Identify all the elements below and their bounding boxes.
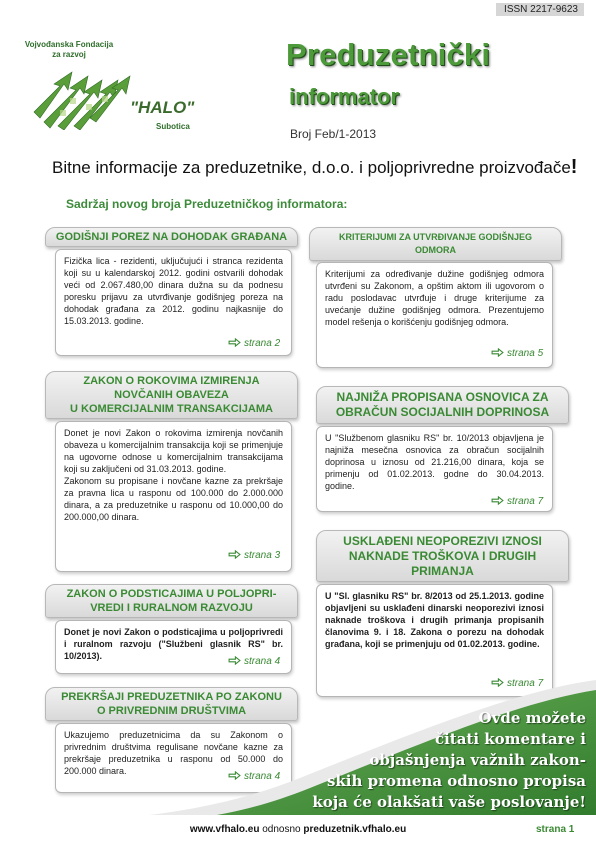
article-title-text — [70, 374, 273, 416]
footer-url-preduzetnik[interactable]: preduzetnik.vfhalo.eu — [303, 824, 407, 835]
article-title-line: OBRAČUN SOCIJALNIH DOPRINOSA — [335, 405, 550, 419]
newsletter-subtitle: informator — [289, 84, 399, 109]
article-title-line: USKLAĐENI NEOPOREZIVI IZNOSI — [343, 533, 542, 548]
article-title-annual-tax[interactable] — [45, 227, 298, 247]
article-title-text — [336, 390, 549, 420]
tagline-text: Bitne informacije za preduzetnike, d.o.o. i poljoprivredne proizvođače — [52, 158, 571, 177]
promo-line: objašnjenja važnih zakon- — [369, 751, 586, 769]
page-link-text: strana 7 — [507, 678, 544, 689]
article-text: Fizička lica - rezidenti, uključujući i stranca rezidenta koji su u kalendarskoj 2012. godini ostvarili dohodak veći od 2.067.480,00 dinara dužna su da podnesu poresku prijavu za utvrđivanje godišnjeg poreza na dohodak građana za 2012. godinu najkasnije do 15.03.2013. godine. — [64, 256, 283, 326]
page-link-text: strana 7 — [507, 496, 544, 507]
org-city: Subotica — [156, 122, 190, 131]
foundation-line1: Vojvođanska Fondacija — [24, 40, 114, 49]
page-link-text: strana 4 — [244, 771, 281, 782]
article-title-annual-leave[interactable] — [309, 227, 562, 261]
article-title-text: GODIŠNJI POREZ NA DOHODAK GRAĐANA — [55, 231, 288, 243]
article-title-text — [339, 231, 532, 257]
article-text: U "Službenom glasniku RS" br. 10/2013 objavljena je najniža mesečna osnovica za obračun socijalnih doprinosa u iznosu od 21.216,00 dinara, koja se primenju od 01.02.2013. godne do 30.04.2013. godine. — [325, 433, 544, 491]
page-link-text: strana 2 — [244, 338, 281, 349]
arrow-right-icon — [228, 338, 241, 347]
article-title-line: PRIMANJA — [411, 563, 474, 578]
article-title-text — [67, 587, 277, 615]
logo-arrows-icon — [30, 60, 140, 130]
article-title-line: NAJNIŽA PROPISANA OSNOVICA ZA — [336, 390, 549, 404]
page-link-payment-deadlines[interactable] — [228, 550, 280, 561]
article-title-payment-deadlines[interactable] — [45, 371, 298, 419]
promo-line: skih promena odnosno propisa — [326, 772, 586, 790]
page-link-text: strana 4 — [244, 656, 281, 667]
newsletter-title: Preduzetnički — [286, 37, 491, 72]
promo-line: čitati komentare i — [434, 730, 586, 748]
promo-line: Ovde možete — [478, 709, 586, 727]
article-title-text — [343, 534, 542, 579]
article-text: Ukazujemo preduzetnicima da su Zakonom o privrednim društvima regulisane novčane kazne za prekršaje preduzetnika u rasponu od 50.000 do 200.000 dinara. — [64, 730, 283, 776]
article-title-line: PREKRŠAJI PREDUZETNIKA PO ZAKONU — [61, 691, 282, 703]
tagline-mark: ! — [570, 156, 578, 178]
article-text: Donet je novi Zakon o rokovima izmirenja novčanih obaveza u komercijalnim transakcija koji se primenjuje na ugovorne odnose u komercijalnim transakcijama koji su zaključeni od 31.03.2013. godine. — [64, 428, 283, 474]
arrow-right-icon — [491, 348, 504, 357]
article-text-2: Zakonom su propisane i novčane kazne za prekršaje za pravna lica u rasponu od 100.000 do 2.000.000 dinara, a za preduzetnike u rasponu od 10.000,00 do 200.000,00 dinara. — [64, 476, 283, 522]
section-heading: Sadržaj novog broja Preduzetničkog informatora: — [66, 197, 348, 211]
page-link-text: strana 3 — [244, 550, 281, 561]
foundation-line2: za razvoj — [52, 50, 86, 59]
article-title-line: NAKNADE TROŠKOVA I DRUGIH — [348, 548, 537, 563]
issn-label: ISSN 2217-9623 — [496, 3, 584, 16]
article-title-line: ZAKON O ROKOVIMA IZMIRENJA — [83, 375, 260, 387]
page-number: strana 1 — [536, 824, 575, 835]
foundation-name — [14, 40, 124, 60]
arrow-right-icon — [228, 550, 241, 559]
article-title-line: VREDI I RURALNOM RAZVOJU — [90, 602, 253, 614]
article-title-line: ODMORA — [415, 245, 456, 255]
article-title-line: NOVČANIH OBAVEZA — [114, 389, 229, 401]
tagline — [52, 156, 577, 179]
article-title-min-base[interactable] — [316, 386, 569, 424]
article-text: Kriterijumi za određivanje dužine godišnjeg odmora utvrđeni su Zakonom, a opštim aktom ili ugovorom o radu poslodavac utvrđuje i druge kriterijume za uvećanje dužine godišnjeg odmora. Prezentujemo model rešenja o korišćenju godišnjeg odmora. — [325, 269, 544, 327]
page-link-min-base[interactable] — [491, 496, 543, 507]
page-link-text: strana 5 — [507, 348, 544, 359]
promo-text — [256, 708, 586, 813]
org-name: "HALO" — [130, 98, 195, 117]
article-title-agri-subsidies[interactable] — [45, 584, 298, 618]
promo-line: koja će olakšati vaše poslovanje! — [312, 793, 586, 811]
footer-connector: odnosno — [262, 824, 301, 835]
article-title-non-taxable[interactable] — [316, 530, 569, 582]
arrow-right-icon — [491, 496, 504, 505]
page-link-annual-leave[interactable] — [491, 348, 543, 359]
article-text: Donet je novi Zakon o podsticajima u poljoprivredi i ruralnom razvoju ("Službeni glasnik RS" br. 10/2013). — [64, 627, 283, 661]
footer-links — [0, 824, 596, 835]
article-title-line: KRITERIJUMI ZA UTVRĐIVANJE GODIŠNJEG — [338, 232, 533, 242]
article-text: U "Sl. glasniku RS" br. 8/2013 od 25.1.2013. godine objavljeni su usklađeni dinarski neoporezivi iznosi naknade troškova i drugih primanja propisanih članovima 9. i 18. Zakona o porezu na dohodak građana, koji se primenjuju od 01.02.2013. godine. — [325, 591, 544, 649]
issue-number: Broj Feb/1-2013 — [290, 127, 377, 141]
article-title-line: O PRIVREDNIM DRUŠTVIMA — [96, 705, 247, 717]
article-title-line: U KOMERCIJALNIM TRANSAKCIJAMA — [70, 403, 273, 415]
footer-url-main[interactable]: www.vfhalo.eu — [189, 824, 260, 835]
page-link-annual-tax[interactable] — [228, 338, 280, 349]
article-title-line: ZAKON O PODSTICAJIMA U POLJOPRI- — [66, 588, 277, 600]
